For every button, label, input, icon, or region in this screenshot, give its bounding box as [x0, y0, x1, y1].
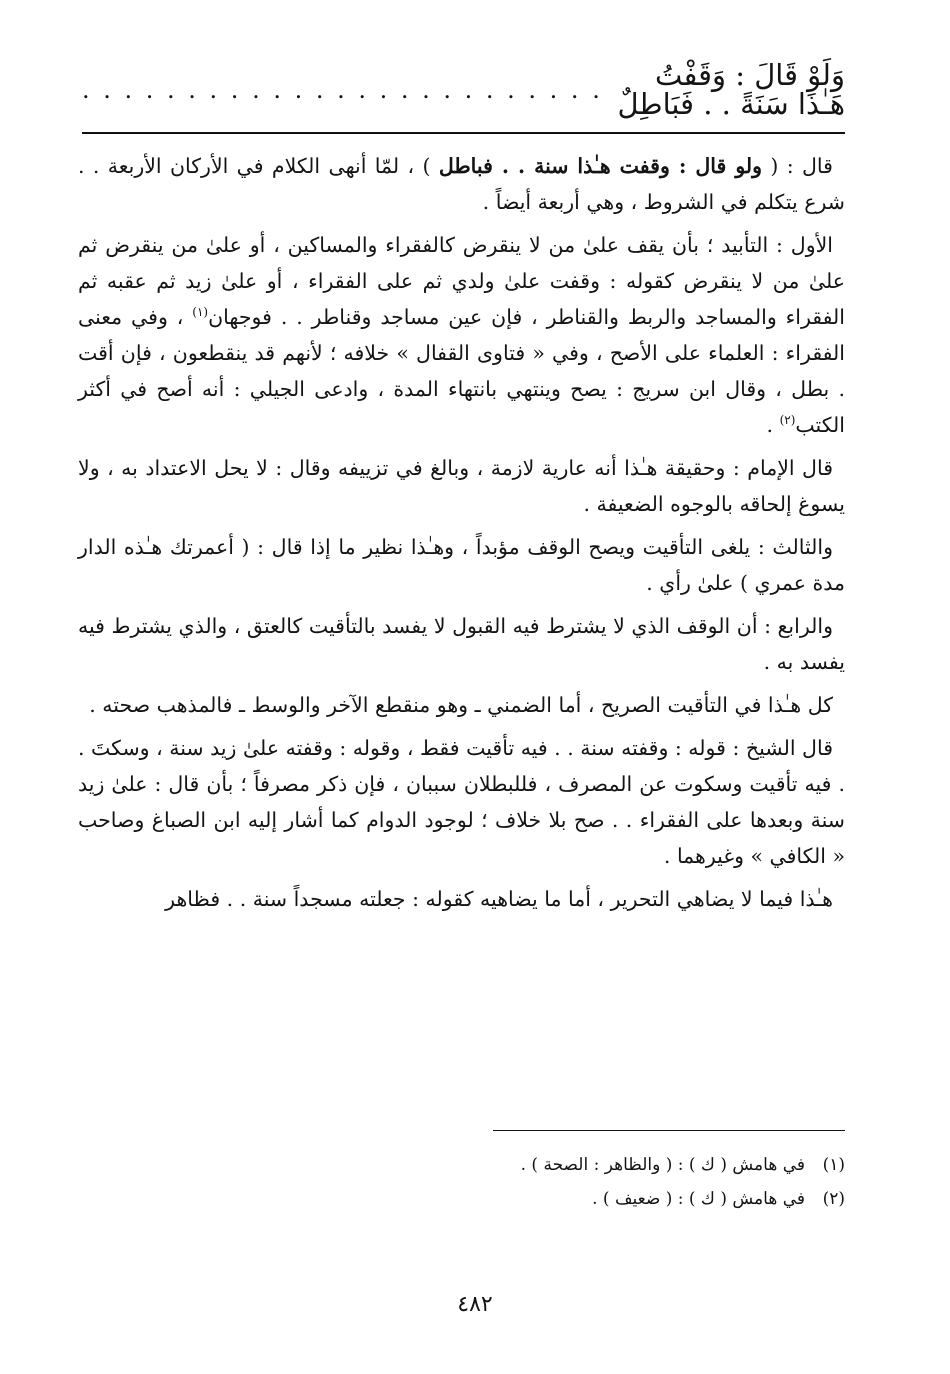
paragraph-1-intro: قال : ( — [762, 154, 833, 178]
paragraph-4: والثالث : يلغى التأقيت ويصح الوقف مؤبداً ، وهـٰذا نظير ما إذا قال : ( أعمرتك هـٰذه الدار مدة عمري ) علىٰ رأي . — [78, 535, 845, 595]
running-head-dots: . . . . . . . . . . . . . . . . . . . . . . . . . — [82, 76, 603, 104]
matn-quote: ولو قال : وقفت هـٰذا سنة . . فباطل — [438, 154, 763, 178]
paragraph-7: قال الشيخ : قوله : وقفته سنة . . فيه تأقيت فقط ، وقوله : وقفته علىٰ زيد سنة ، وسكتَ . . فيه تأقيت وسكوت عن المصرف ، فللبطلان سببان ، فإن ذكر مصرفاً ؛ بأن قال : علىٰ زيد سنة وبعدها على الفقراء . . صح بلا خلاف ؛ لوجود الدوام كما أشار إليه ابن الصباغ وصاحب « الكافي » وغيرهما . — [78, 736, 845, 868]
header-rule — [82, 132, 845, 134]
paragraph-3: قال الإمام : وحقيقة هـٰذا أنه عارية لازمة ، وبالغ في تزييفه وقال : لا يحل الاعتداد به ، ولا يسوغ إلحاقه بالوجوه الضعيفة . — [78, 456, 845, 516]
paragraph-2-text-a: الأول : التأبيد ؛ بأن يقف علىٰ من لا ينقرض كالفقراء والمساكين ، أو علىٰ من ينقرض ثم علىٰ من لا ينقرض كقوله : وقفت علىٰ ولدي ثم على الفقراء ، أو علىٰ زيد ثم عقبه ثم الفقراء والمساجد والربط والقناطر ، فإن عين مساجد وقناطر . . فوجهان — [78, 233, 845, 329]
footnote-1-number: (١) — [822, 1155, 845, 1175]
footnote-ref-1[interactable]: (١) — [192, 305, 209, 320]
footnote-1-text: في هامش ( ك ) : ( والظاهر : الصحة ) . — [520, 1155, 805, 1175]
paragraph-2-text-c: . — [766, 413, 780, 437]
running-head — [82, 58, 845, 121]
footnote-1 — [200, 1148, 845, 1182]
footnotes — [200, 1148, 845, 1216]
paragraph-6: كل هـٰذا في التأقيت الصريح ، أما الضمني ـ وهو منقطع الآخر والوسط ـ فالمذهب صحته . — [89, 693, 833, 717]
paragraph-8: هـٰذا فيما لا يضاهي التحرير ، أما ما يضاهيه كقوله : جعلته مسجداً سنة . . فظاهر — [165, 887, 833, 911]
paragraph-1 — [78, 148, 845, 220]
running-head-title: وَلَوْ قَالَ : وَقَفْتُ هَـٰذَا سَنَةً . . فَبَاطِلٌ — [617, 58, 845, 121]
paragraph-2-text-b: ، وفي معنى الفقراء : العلماء على الأصح ، وفي « فتاوى القفال » خلافه ؛ لأنهم قد ينقطعون ، فإن أقت . بطل ، وقال ابن سريج : يصح وينتهي بانتهاء المدة ، وادعى الجيلي : أنه أصح في أكثر الكتب — [78, 305, 845, 437]
paragraph-1-text: ) ، لمّا أنهى الكلام في الأركان الأربعة . . شرع يتكلم في الشروط ، وهي أربعة أيضاً . — [78, 154, 845, 214]
footnote-rule — [493, 1130, 845, 1131]
paragraph-2 — [78, 227, 845, 443]
main-text — [78, 148, 845, 921]
paragraph-5: والرابع : أن الوقف الذي لا يشترط فيه القبول لا يفسد بالتأقيت كالعتق ، والذي يشترط فيه يفسد به . — [78, 614, 845, 674]
footnote-2-text: في هامش ( ك ) : ( ضعيف ) . — [592, 1189, 805, 1209]
footnote-ref-2[interactable]: (٢) — [779, 413, 796, 428]
page-number: ٤٨٢ — [457, 1292, 493, 1317]
footnote-2 — [200, 1182, 845, 1216]
footnote-2-number: (٢) — [822, 1189, 845, 1209]
